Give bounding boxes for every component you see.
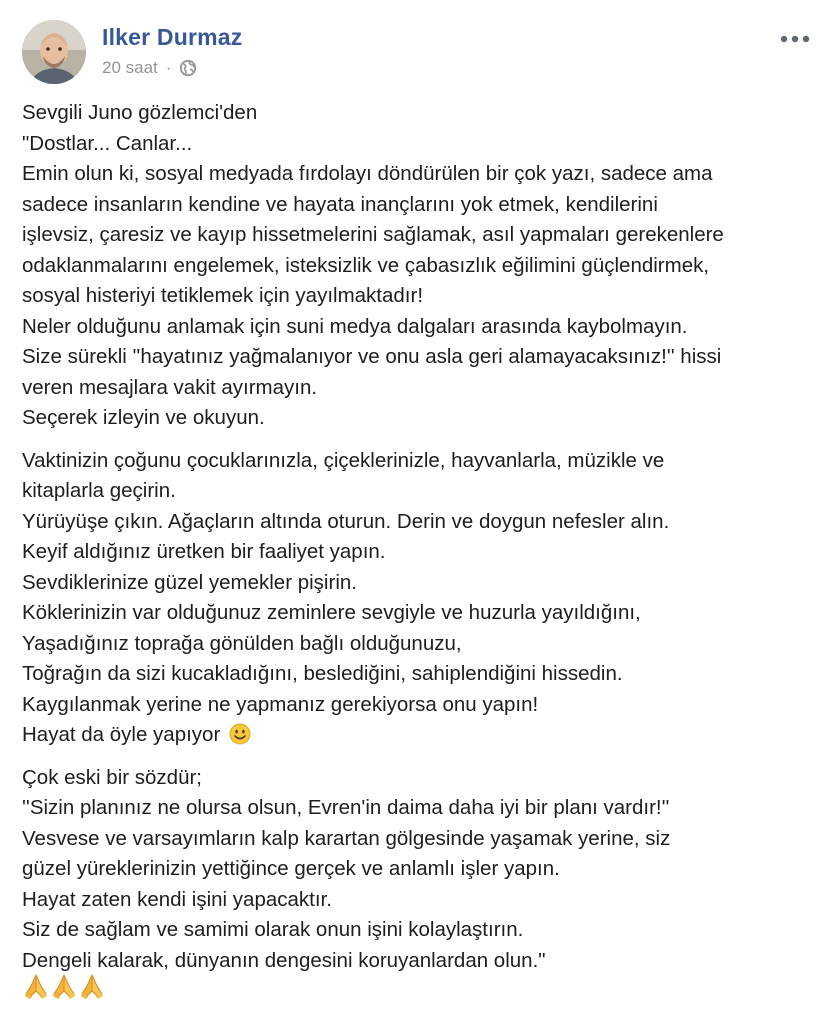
post-text-line: Toğrağın da sizi kucakladığını, beslediğini, sahiplendiğini hissedin. [22, 662, 623, 685]
meta-separator: · [165, 58, 172, 77]
post-text-line: "Dostlar... Canlar... [22, 131, 193, 155]
post-text-line: Hayat zaten kendi işini yapacaktır. [22, 887, 332, 911]
post-text-line: Yaşadığınız toprağa gönülden bağlı olduğunuzu, [22, 631, 462, 655]
post-text-line: odaklanmalarını engelemek, isteksizlik ve çabasızlık eğilimini güçlendirmek, [22, 253, 710, 277]
closing-emojis [22, 972, 822, 1000]
avatar[interactable] [22, 20, 86, 84]
post-text-line: işlevsiz, çaresiz ve kayıp hissetmelerini sağlamak, asıl yapmaları gerekenlere [22, 223, 724, 246]
post-text-line: Yürüyüşe çıkın. Ağaçların altında oturun. Derin ve doygun nefesler alın. [22, 509, 670, 533]
folded-hands-icon [78, 972, 106, 1000]
post-header [22, 20, 822, 90]
avatar-photo [22, 20, 86, 84]
post-text-line: kitaplarla geçirin. [22, 479, 176, 502]
post-text-line: Vesvese ve varsayımların kalp karartan gölgesinde yaşamak yerine, siz [22, 826, 671, 850]
post-timestamp[interactable]: 20 saat [102, 58, 158, 77]
post-text-line: Kaygılanmak yerine ne yapmanız gerekiyorsa onu yapın! [22, 692, 539, 716]
post-text-line: Dengeli kalarak, dünyanın dengesini koruyanlardan olun." [22, 948, 546, 972]
post-text-line: Seçerek izleyin ve okuyun. [22, 406, 265, 429]
post-text-line: ''Sizin planınız ne olursa olsun, Evren'in daima daha iyi bir planı vardır!'' [22, 796, 670, 819]
paragraph-2 [22, 446, 822, 751]
paragraph-1 [22, 98, 822, 434]
post-text-line: Sevdiklerinize güzel yemekler pişirin. [22, 570, 357, 594]
paragraph-3 [22, 763, 822, 1001]
folded-hands-icon [50, 972, 78, 1000]
post-text-line: veren mesajlara vakit ayırmayın. [22, 375, 318, 399]
post-text-line: Neler olduğunu anlamak için suni medya dalgaları arasında kaybolmayın. [22, 314, 688, 338]
more-options-button[interactable] [778, 28, 812, 50]
post-meta [102, 58, 197, 78]
globe-icon[interactable] [179, 59, 197, 77]
smiley-emoji-icon [229, 723, 251, 745]
post-text-fragment: Hayat da öyle yapıyor [22, 723, 221, 746]
folded-hands-icon [22, 972, 50, 1000]
post-text-line: sadece insanların kendine ve hayata inançlarını yok etmek, kendilerini [22, 192, 658, 216]
post-text-line: Köklerinizin var olduğunuz zeminlere sevgiyle ve huzurla yayıldığını, [22, 601, 641, 624]
post-text-line: Size sürekli ''hayatınız yağmalanıyor ve onu asla geri alamayacaksınız!'' hissi [22, 345, 722, 368]
post-text-line-with-emoji [22, 720, 822, 751]
post-text-line: Emin olun ki, sosyal medyada fırdolayı döndürülen bir çok yazı, sadece ama [22, 162, 713, 185]
author-name-link[interactable]: Ilker Durmaz [102, 24, 243, 50]
post-body [22, 98, 822, 1012]
post-text-line: Çok eski bir sözdür; [22, 765, 203, 789]
post-text-line: Sevgili Juno gözlemci'den [22, 101, 258, 124]
post-text-line: Vaktinizin çoğunu çocuklarınızla, çiçeklerinizle, hayvanlarla, müzikle ve [22, 448, 665, 472]
post-text-line: Keyif aldığınız üretken bir faaliyet yapın. [22, 540, 386, 563]
post-text-line: Siz de sağlam ve samimi olarak onun işini kolaylaştırın. [22, 918, 524, 941]
post-text-line: güzel yüreklerinizin yettiğince gerçek ve anlamlı işler yapın. [22, 857, 560, 880]
more-dots-icon [780, 35, 810, 43]
post-text-line: sosyal histeriyi tetiklemek için yayılmaktadır! [22, 284, 424, 307]
